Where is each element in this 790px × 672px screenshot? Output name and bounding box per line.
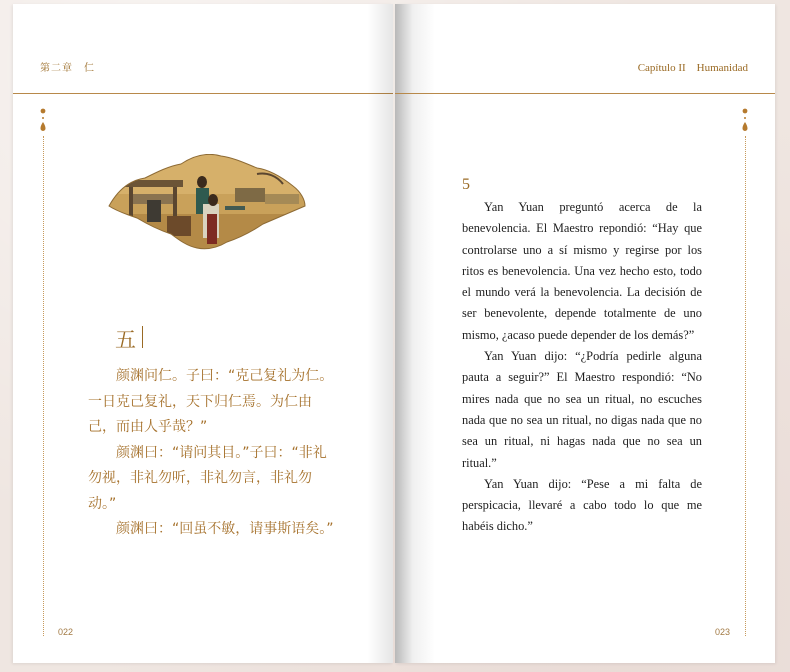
drop-ornament-icon [741, 108, 749, 132]
chinese-paragraph-2: 颜渊曰：“请问其目。”子曰：“非礼勿视，非礼勿听，非礼勿言，非礼勿动。” [88, 444, 327, 512]
spanish-section-number: 5 [462, 176, 470, 193]
spanish-passage [462, 197, 702, 538]
drop-ornament-icon [39, 108, 47, 132]
right-header-rule [395, 93, 775, 94]
right-running-head: Capítulo II Humanidad [637, 62, 748, 74]
fan-painting-illustration [107, 154, 307, 254]
spanish-paragraph-1: Yan Yuan preguntó acerca de la benevolencia. El Maestro repondió: “Hay que controlarse uno a sí mismo y regirse por los ritos es benevolencia. Una vez hecho esto, todo el mundo verá la benevolencia. La decisión de ser benevolente, depende totalmente de uno mismo, ¿acaso puede depender de los demás?” [462, 200, 702, 342]
left-page [13, 4, 393, 663]
spanish-paragraph-3: Yan Yuan dijo: “Pese a mi falta de perspicacia, llevaré a cabo todo lo que me habéis dicho.” [462, 476, 702, 534]
left-running-head: 第二章 仁 [40, 63, 95, 74]
chinese-section-number: 五 [115, 328, 136, 352]
left-page-number: 022 [58, 627, 74, 637]
right-page-number: 023 [714, 627, 730, 637]
chinese-passage [88, 364, 335, 543]
left-dotted-border [43, 136, 44, 636]
chinese-paragraph-3: 颜渊曰：“回虽不敏，请事斯语矣。” [116, 521, 334, 537]
spanish-paragraph-2: Yan Yuan dijo: “¿Podría pedirle alguna pauta a seguir?” El Maestro respondió: “No mires nada que no sea un ritual, no escuches nada que no sea un ritual, no digas nada que no sea un ritual, ni hagas nada que no sea un ritual.” [462, 349, 702, 470]
page-edge-tab [13, 74, 19, 136]
section-number-bar [142, 326, 143, 348]
right-dotted-border [745, 136, 746, 636]
right-page [395, 4, 775, 663]
chinese-paragraph-1: 颜渊问仁。子曰：“克己复礼为仁。一日克己复礼，天下归仁焉。为仁由己，而由人乎哉？” [88, 368, 334, 435]
left-header-rule [13, 93, 393, 94]
